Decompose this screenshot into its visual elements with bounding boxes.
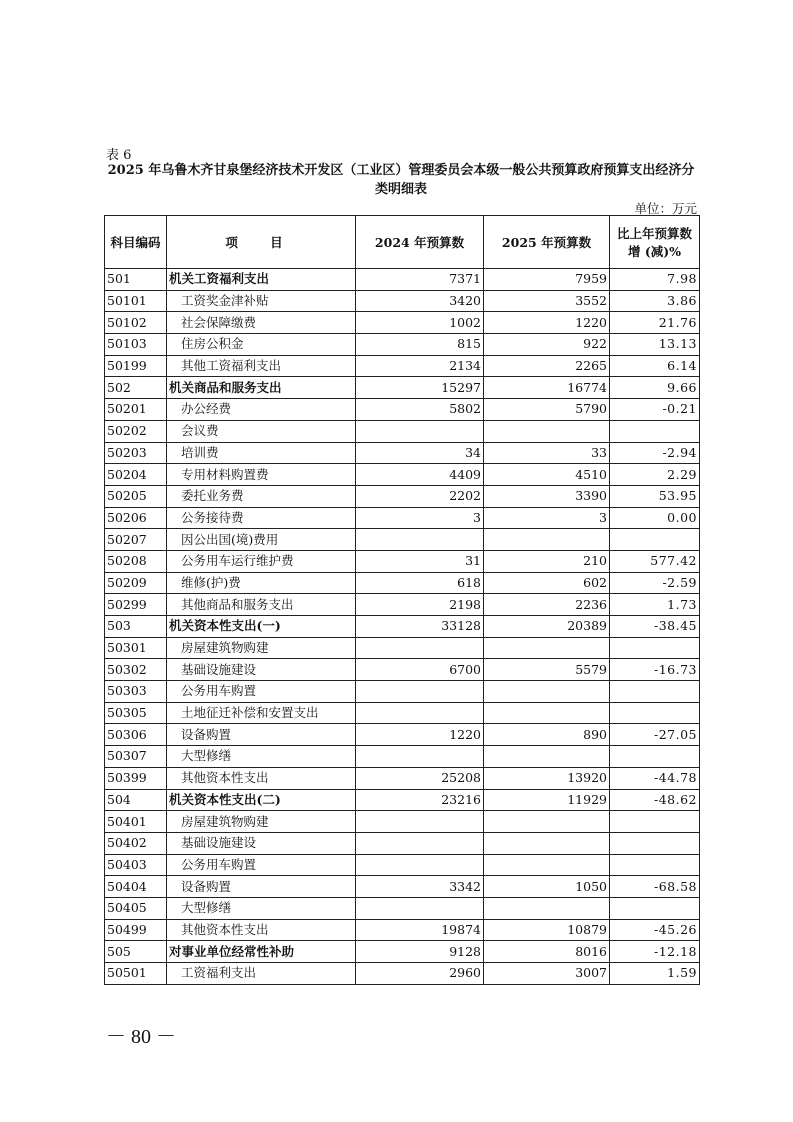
- cell-2025-budget: 3007: [484, 963, 610, 985]
- cell-2024-budget: 618: [356, 572, 484, 594]
- cell-change-percent: [610, 811, 700, 833]
- cell-2025-budget: [484, 420, 610, 442]
- cell-change-percent: 21.76: [610, 312, 700, 334]
- table-row: [105, 681, 700, 703]
- table-row: [105, 616, 700, 638]
- table-row: [105, 659, 700, 681]
- cell-2025-budget: [484, 746, 610, 768]
- cell-2024-budget: 3: [356, 507, 484, 529]
- cell-name: 对事业单位经常性补助: [167, 941, 356, 963]
- table-row: [105, 832, 700, 854]
- cell-name: 大型修缮: [167, 897, 356, 919]
- cell-name: 设备购置: [167, 724, 356, 746]
- cell-2025-budget: 5579: [484, 659, 610, 681]
- cell-name: 机关商品和服务支出: [167, 377, 356, 399]
- cell-2025-budget: [484, 854, 610, 876]
- cell-2025-budget: [484, 897, 610, 919]
- cell-change-percent: 2.29: [610, 464, 700, 486]
- cell-2024-budget: 9128: [356, 941, 484, 963]
- cell-name: 基础设施建设: [167, 832, 356, 854]
- unit-label: 单位：万元: [634, 201, 697, 216]
- cell-2024-budget: 4409: [356, 464, 484, 486]
- cell-2024-budget: 25208: [356, 767, 484, 789]
- header-code: 科目编码: [105, 216, 167, 269]
- cell-code: 50208: [105, 550, 167, 572]
- cell-name: 办公经费: [167, 399, 356, 421]
- table-row: [105, 746, 700, 768]
- cell-name: 机关资本性支出(一): [167, 616, 356, 638]
- cell-code: 504: [105, 789, 167, 811]
- cell-2024-budget: 23216: [356, 789, 484, 811]
- cell-change-percent: 1.59: [610, 963, 700, 985]
- cell-2024-budget: 19874: [356, 919, 484, 941]
- cell-code: 50402: [105, 832, 167, 854]
- table-row: [105, 897, 700, 919]
- cell-code: 50403: [105, 854, 167, 876]
- cell-change-percent: -48.62: [610, 789, 700, 811]
- cell-2024-budget: 6700: [356, 659, 484, 681]
- cell-2024-budget: [356, 702, 484, 724]
- cell-2025-budget: 13920: [484, 767, 610, 789]
- cell-change-percent: -2.94: [610, 442, 700, 464]
- cell-2025-budget: 8016: [484, 941, 610, 963]
- cell-code: 50405: [105, 897, 167, 919]
- cell-change-percent: 6.14: [610, 355, 700, 377]
- cell-2025-budget: 2236: [484, 594, 610, 616]
- cell-2025-budget: 16774: [484, 377, 610, 399]
- cell-code: 50103: [105, 334, 167, 356]
- cell-name: 其他商品和服务支出: [167, 594, 356, 616]
- table-row: [105, 594, 700, 616]
- cell-2024-budget: [356, 897, 484, 919]
- table-row: [105, 399, 700, 421]
- table-row: [105, 485, 700, 507]
- table-label: 表 6: [106, 148, 132, 163]
- header-2025-budget: 2025 年预算数: [484, 216, 610, 269]
- cell-change-percent: 0.00: [610, 507, 700, 529]
- cell-2025-budget: [484, 811, 610, 833]
- cell-2025-budget: [484, 702, 610, 724]
- cell-change-percent: 3.86: [610, 290, 700, 312]
- cell-2024-budget: 31: [356, 550, 484, 572]
- cell-2024-budget: 34: [356, 442, 484, 464]
- cell-2024-budget: [356, 746, 484, 768]
- cell-change-percent: -45.26: [610, 919, 700, 941]
- cell-2025-budget: 3552: [484, 290, 610, 312]
- cell-change-percent: 9.66: [610, 377, 700, 399]
- cell-name: 其他工资福利支出: [167, 355, 356, 377]
- cell-code: 501: [105, 269, 167, 291]
- cell-change-percent: [610, 420, 700, 442]
- cell-2025-budget: [484, 637, 610, 659]
- cell-2024-budget: 1002: [356, 312, 484, 334]
- header-2024-budget: 2024 年预算数: [356, 216, 484, 269]
- cell-change-percent: -16.73: [610, 659, 700, 681]
- cell-2024-budget: 1220: [356, 724, 484, 746]
- table-body: [105, 269, 700, 985]
- cell-change-percent: 577.42: [610, 550, 700, 572]
- cell-code: 50306: [105, 724, 167, 746]
- cell-change-percent: 1.73: [610, 594, 700, 616]
- cell-code: 50303: [105, 681, 167, 703]
- cell-name: 其他资本性支出: [167, 919, 356, 941]
- cell-name: 机关资本性支出(二): [167, 789, 356, 811]
- cell-change-percent: [610, 529, 700, 551]
- table-row: [105, 312, 700, 334]
- cell-2024-budget: [356, 420, 484, 442]
- cell-2025-budget: 3: [484, 507, 610, 529]
- cell-2025-budget: 890: [484, 724, 610, 746]
- table-row: [105, 464, 700, 486]
- cell-name: 培训费: [167, 442, 356, 464]
- cell-2025-budget: [484, 832, 610, 854]
- cell-code: 50203: [105, 442, 167, 464]
- cell-code: 50199: [105, 355, 167, 377]
- cell-2025-budget: 33: [484, 442, 610, 464]
- table-row: [105, 529, 700, 551]
- cell-change-percent: [610, 637, 700, 659]
- page-number: － 80 －: [106, 1026, 176, 1048]
- budget-table: [104, 215, 700, 985]
- cell-change-percent: -44.78: [610, 767, 700, 789]
- cell-name: 房屋建筑物购建: [167, 811, 356, 833]
- cell-2025-budget: [484, 681, 610, 703]
- cell-2025-budget: 20389: [484, 616, 610, 638]
- cell-name: 其他资本性支出: [167, 767, 356, 789]
- cell-2025-budget: 922: [484, 334, 610, 356]
- header-change-percent: 比上年预算数增 (减)%: [610, 216, 700, 269]
- table-row: [105, 507, 700, 529]
- cell-name: 专用材料购置费: [167, 464, 356, 486]
- cell-name: 工资奖金津补贴: [167, 290, 356, 312]
- table-row: [105, 290, 700, 312]
- cell-name: 公务用车购置: [167, 854, 356, 876]
- cell-2024-budget: [356, 681, 484, 703]
- table-row: [105, 420, 700, 442]
- cell-change-percent: [610, 746, 700, 768]
- cell-2024-budget: 3420: [356, 290, 484, 312]
- cell-code: 50301: [105, 637, 167, 659]
- document-title: 2025 年乌鲁木齐甘泉堡经济技术开发区（工业区）管理委员会本级一般公共预算政府预算支出经济分类明细表: [107, 163, 695, 197]
- cell-name: 土地征迁补偿和安置支出: [167, 702, 356, 724]
- table-row: [105, 767, 700, 789]
- cell-code: 50209: [105, 572, 167, 594]
- cell-2025-budget: 5790: [484, 399, 610, 421]
- cell-code: 50501: [105, 963, 167, 985]
- table-row: [105, 963, 700, 985]
- cell-code: 503: [105, 616, 167, 638]
- cell-code: 50307: [105, 746, 167, 768]
- table-row: [105, 572, 700, 594]
- cell-2025-budget: 11929: [484, 789, 610, 811]
- cell-name: 基础设施建设: [167, 659, 356, 681]
- cell-name: 住房公积金: [167, 334, 356, 356]
- cell-name: 公务用车运行维护费: [167, 550, 356, 572]
- cell-change-percent: [610, 681, 700, 703]
- table-row: [105, 941, 700, 963]
- table-header-row: [105, 216, 700, 269]
- cell-code: 50102: [105, 312, 167, 334]
- table-row: [105, 550, 700, 572]
- table-row: [105, 789, 700, 811]
- table-row: [105, 637, 700, 659]
- cell-2024-budget: [356, 811, 484, 833]
- cell-change-percent: 53.95: [610, 485, 700, 507]
- cell-change-percent: -2.59: [610, 572, 700, 594]
- cell-code: 50299: [105, 594, 167, 616]
- cell-2024-budget: 33128: [356, 616, 484, 638]
- table-row: [105, 702, 700, 724]
- cell-name: 因公出国(境)费用: [167, 529, 356, 551]
- cell-2025-budget: 7959: [484, 269, 610, 291]
- cell-code: 50305: [105, 702, 167, 724]
- cell-change-percent: [610, 897, 700, 919]
- cell-change-percent: 7.98: [610, 269, 700, 291]
- table-row: [105, 919, 700, 941]
- cell-code: 50101: [105, 290, 167, 312]
- table-row: [105, 876, 700, 898]
- cell-2025-budget: 2265: [484, 355, 610, 377]
- table-row: [105, 269, 700, 291]
- cell-change-percent: -27.05: [610, 724, 700, 746]
- cell-2024-budget: 815: [356, 334, 484, 356]
- cell-name: 公务接待费: [167, 507, 356, 529]
- cell-2024-budget: 2198: [356, 594, 484, 616]
- cell-code: 50202: [105, 420, 167, 442]
- table-row: [105, 854, 700, 876]
- cell-2025-budget: 3390: [484, 485, 610, 507]
- cell-2024-budget: [356, 637, 484, 659]
- cell-name: 社会保障缴费: [167, 312, 356, 334]
- cell-2025-budget: [484, 529, 610, 551]
- table-row: [105, 724, 700, 746]
- cell-code: 50404: [105, 876, 167, 898]
- table-row: [105, 377, 700, 399]
- cell-name: 维修(护)费: [167, 572, 356, 594]
- header-name: 项 目: [167, 216, 356, 269]
- cell-2025-budget: 210: [484, 550, 610, 572]
- cell-name: 大型修缮: [167, 746, 356, 768]
- cell-code: 50207: [105, 529, 167, 551]
- cell-change-percent: -0.21: [610, 399, 700, 421]
- cell-code: 50205: [105, 485, 167, 507]
- cell-change-percent: -12.18: [610, 941, 700, 963]
- cell-2025-budget: 1220: [484, 312, 610, 334]
- cell-name: 工资福利支出: [167, 963, 356, 985]
- cell-name: 房屋建筑物购建: [167, 637, 356, 659]
- cell-2024-budget: 15297: [356, 377, 484, 399]
- cell-2025-budget: 4510: [484, 464, 610, 486]
- cell-change-percent: -38.45: [610, 616, 700, 638]
- cell-code: 50201: [105, 399, 167, 421]
- cell-2024-budget: [356, 529, 484, 551]
- cell-code: 50206: [105, 507, 167, 529]
- cell-2024-budget: 2134: [356, 355, 484, 377]
- cell-name: 机关工资福利支出: [167, 269, 356, 291]
- cell-2025-budget: 602: [484, 572, 610, 594]
- cell-2025-budget: 10879: [484, 919, 610, 941]
- cell-2024-budget: 7371: [356, 269, 484, 291]
- table-row: [105, 811, 700, 833]
- cell-change-percent: [610, 832, 700, 854]
- cell-2024-budget: [356, 854, 484, 876]
- cell-name: 公务用车购置: [167, 681, 356, 703]
- cell-name: 设备购置: [167, 876, 356, 898]
- cell-2024-budget: 3342: [356, 876, 484, 898]
- table-row: [105, 334, 700, 356]
- cell-name: 委托业务费: [167, 485, 356, 507]
- cell-change-percent: -68.58: [610, 876, 700, 898]
- cell-2024-budget: 5802: [356, 399, 484, 421]
- cell-code: 505: [105, 941, 167, 963]
- cell-2024-budget: [356, 832, 484, 854]
- cell-code: 50204: [105, 464, 167, 486]
- cell-name: 会议费: [167, 420, 356, 442]
- cell-code: 50302: [105, 659, 167, 681]
- table-row: [105, 442, 700, 464]
- table-row: [105, 355, 700, 377]
- cell-change-percent: 13.13: [610, 334, 700, 356]
- cell-code: 50399: [105, 767, 167, 789]
- cell-change-percent: [610, 854, 700, 876]
- cell-2024-budget: 2202: [356, 485, 484, 507]
- cell-change-percent: [610, 702, 700, 724]
- cell-2024-budget: 2960: [356, 963, 484, 985]
- cell-code: 502: [105, 377, 167, 399]
- cell-code: 50499: [105, 919, 167, 941]
- cell-2025-budget: 1050: [484, 876, 610, 898]
- cell-code: 50401: [105, 811, 167, 833]
